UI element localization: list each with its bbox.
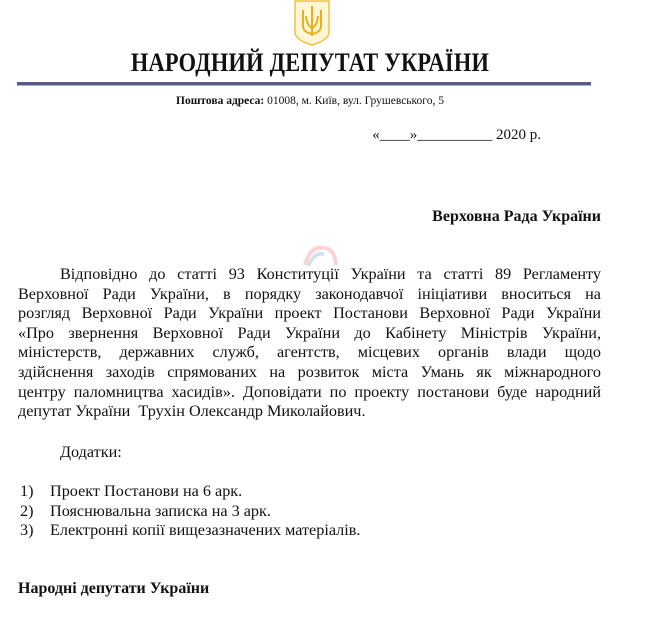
attachments-label: Додатки:: [60, 443, 122, 461]
list-item: [20, 482, 360, 502]
body-line: міністерств, державних служб, агентств, місцевих органів влади щодо: [18, 343, 601, 362]
postal-address: [0, 95, 620, 107]
header-divider: [17, 82, 591, 86]
signature-block: Народні депутати України: [18, 580, 210, 597]
address-label: Поштова адреса:: [176, 95, 265, 107]
list-number: 1): [20, 482, 34, 500]
coat-of-arms-icon: [293, 0, 331, 46]
body-line: «Про звернення Верховної Ради України до Кабінету Міністрів України,: [18, 323, 601, 342]
body-line: Верховної Ради України, в порядку законодавчої ініціативи вноситься на: [18, 284, 601, 303]
list-number: 3): [20, 521, 34, 539]
list-number: 2): [20, 501, 34, 520]
list-item: [20, 502, 360, 522]
body-line: Відповідно до статті 93 Конституції України та статті 89 Регламенту: [60, 265, 601, 283]
body-line: центру паломництва хасидів». Доповідати по проекту постанови буде народний: [18, 382, 601, 401]
address-value: 01008, м. Київ, вул. Грушевського, 5: [267, 95, 444, 107]
date-line: «____»__________ 2020 р.: [372, 127, 541, 143]
body-line: депутат України Трухін Олександр Миколайович.: [18, 402, 366, 421]
attachments-list: [20, 482, 360, 541]
body-line: розгляд Верховної Ради України проект Постанови Верховної Ради України: [18, 304, 601, 323]
page-title: НАРОДНИЙ ДЕПУТАТ УКРАЇНИ: [130, 48, 490, 77]
recipient: Верховна Рада України: [432, 208, 601, 225]
body-line: здійснення заходів спрямованих на розвиток міста Умань як міжнародного: [18, 362, 601, 381]
list-text: Проект Постанови на 6 арк.: [50, 482, 243, 500]
list-text: Електронні копії вищезазначених матеріалів.: [50, 521, 361, 539]
list-item: [20, 521, 360, 541]
list-text: Пояснювальна записка на 3 арк.: [50, 501, 271, 520]
body-paragraph: [18, 265, 601, 422]
